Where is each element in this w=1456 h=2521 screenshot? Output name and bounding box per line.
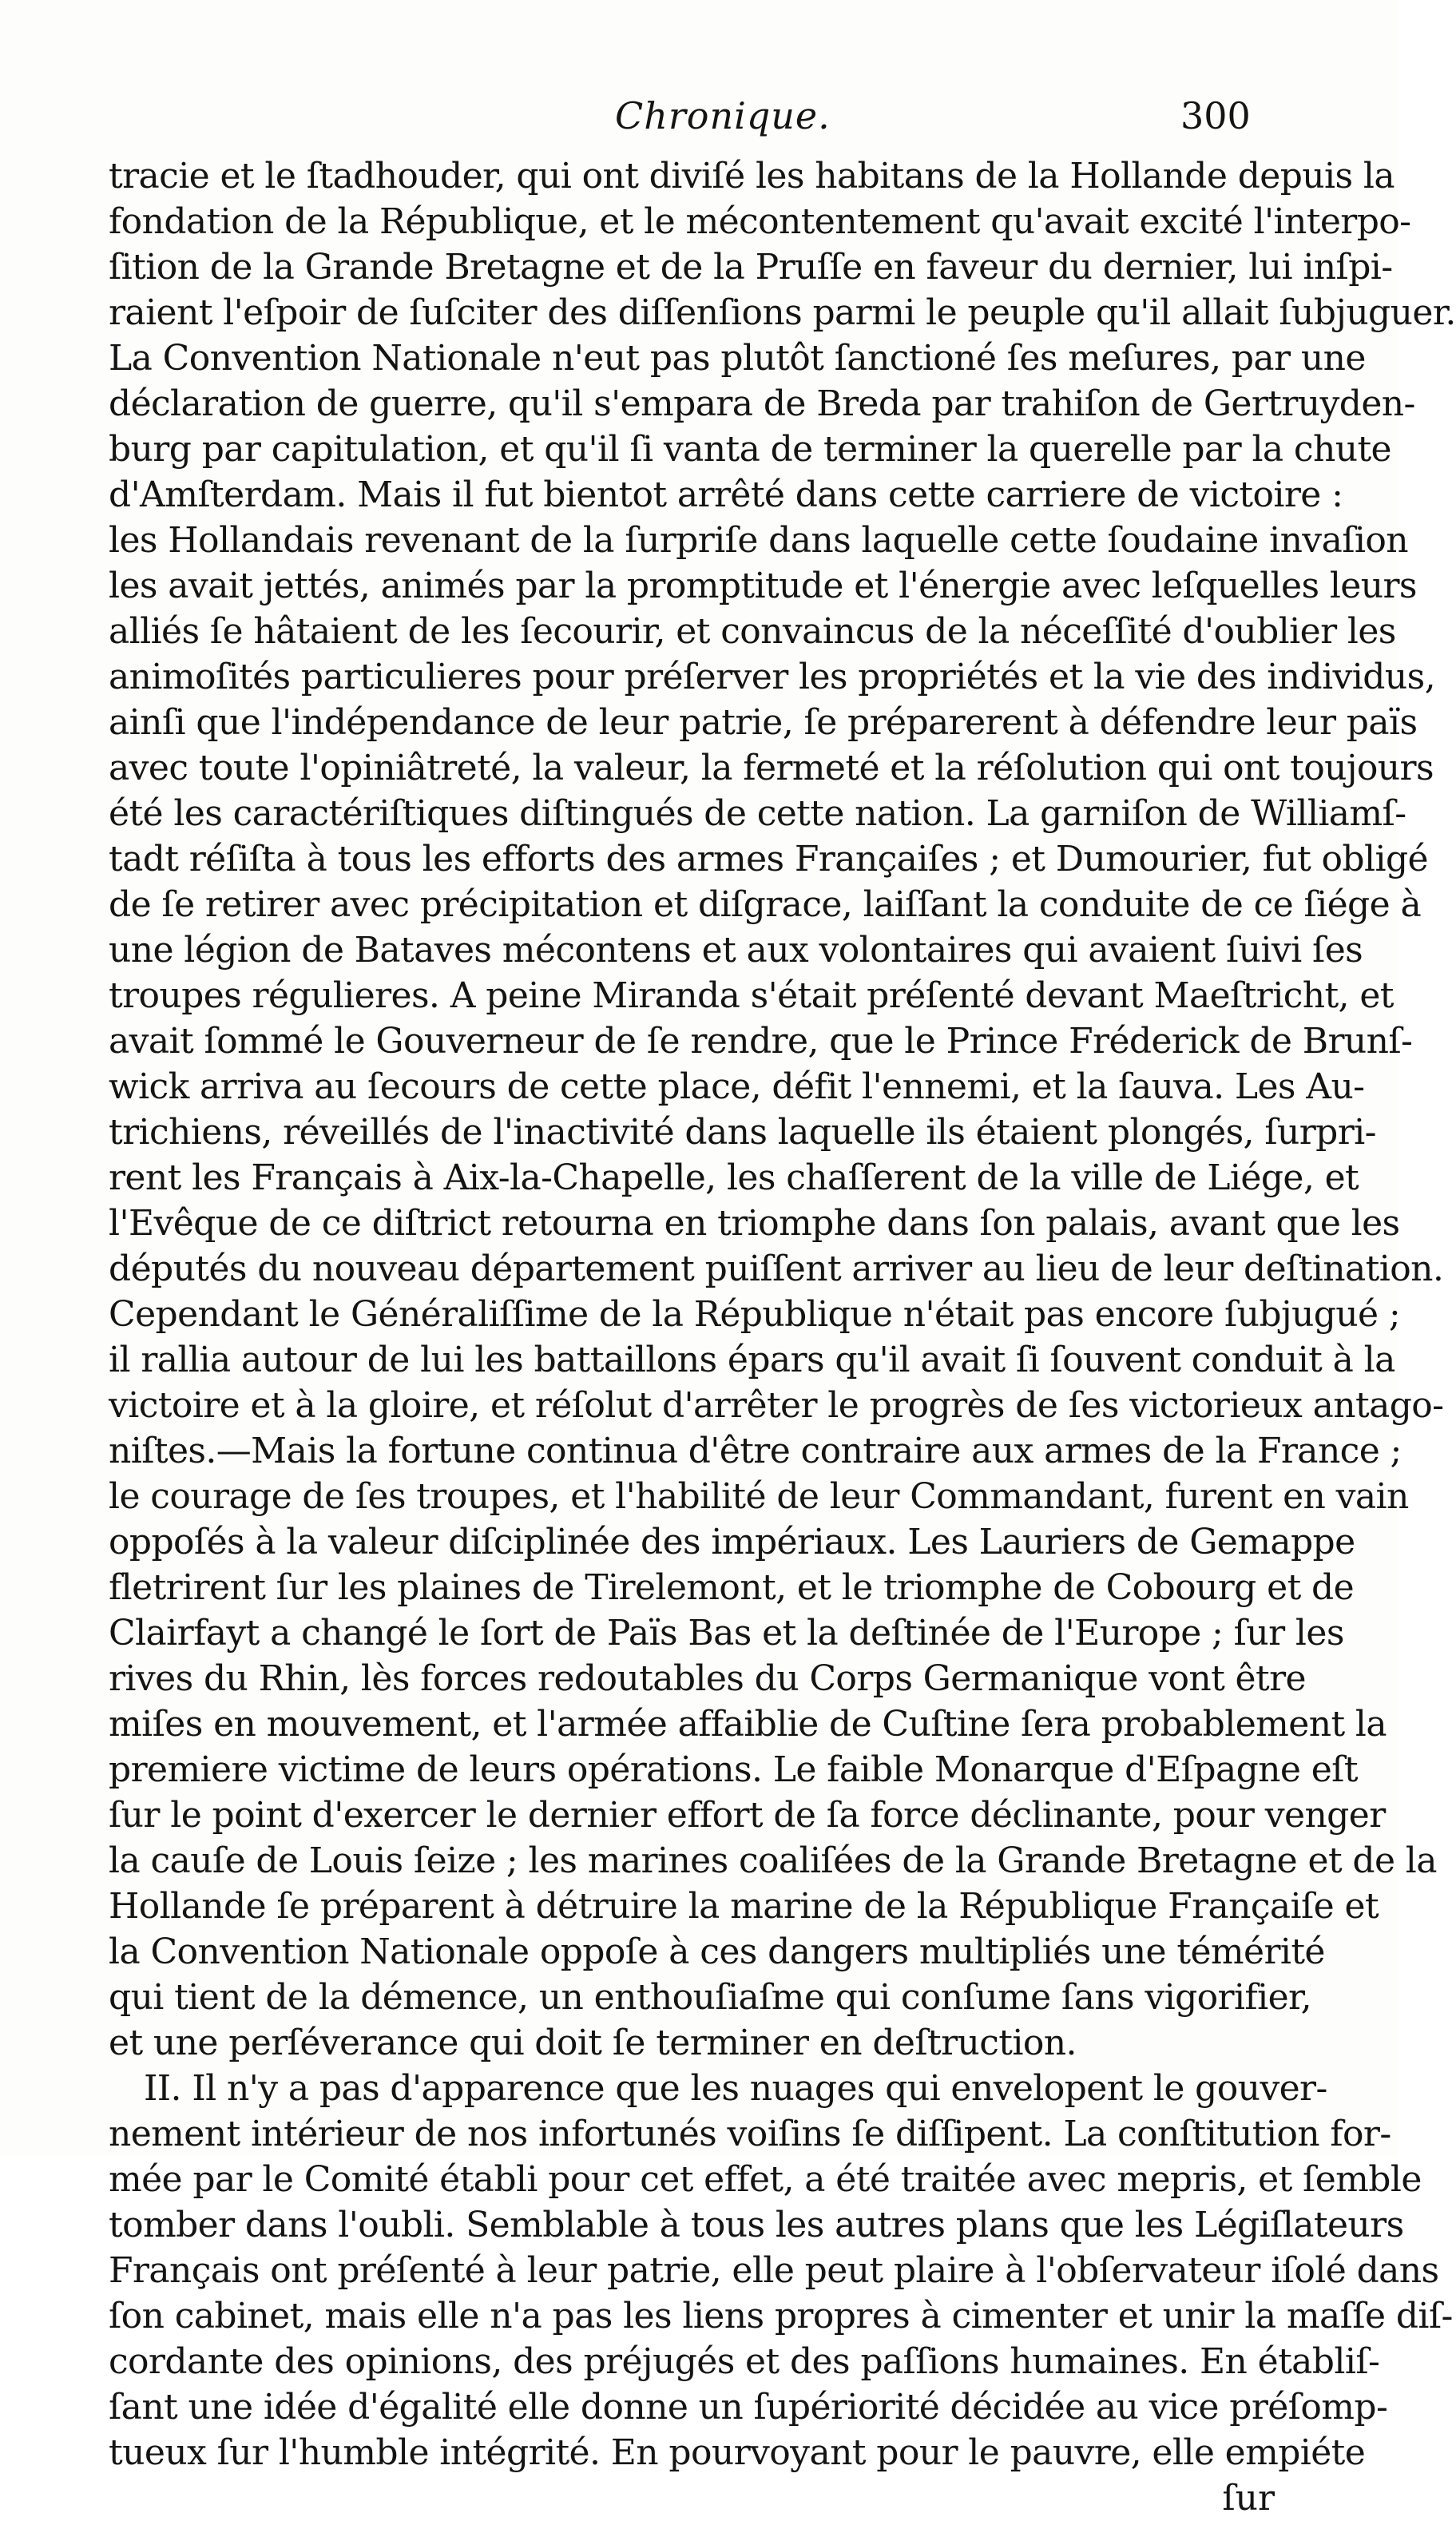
text-line: ſition de la Grande Bretagne et de la Pruſſe en faveur du dernier, lui inſpi- bbox=[109, 247, 1393, 288]
text-line: ſant une idée d'égalité elle donne un ſupériorité décidée au vice préſomp- bbox=[109, 2387, 1388, 2428]
text-line: l'Evêque de ce diſtrict retourna en triomphe dans ſon palais, avant que les bbox=[109, 1203, 1400, 1244]
text-line: premiere victime de leurs opérations. Le faible Monarque d'Eſpagne eſt bbox=[109, 1749, 1358, 1790]
text-line: Hollande ſe préparent à détruire la marine de la République Françaiſe et bbox=[109, 1886, 1379, 1927]
text-line: animoſités particulieres pour préſerver les propriétés et la vie des individus, bbox=[109, 657, 1435, 697]
text-line: rives du Rhin, lès forces redoutables du Corps Germanique vont être bbox=[109, 1658, 1306, 1699]
text-line: avec toute l'opiniâtreté, la valeur, la fermeté et la réſolution qui ont toujours bbox=[109, 748, 1434, 788]
text-line: fletrirent ſur les plaines de Tirelemont, et le triomphe de Cobourg et de bbox=[109, 1567, 1355, 1608]
text-line: le courage de ſes troupes, et l'habilité de leur Commandant, furent en vain bbox=[109, 1476, 1409, 1517]
text-line: oppoſés à la valeur diſciplinée des impériaux. Les Lauriers de Gemappe bbox=[109, 1522, 1355, 1562]
text-line: ſur le point d'exercer le dernier effort de ſa force déclinante, pour venger bbox=[109, 1795, 1386, 1836]
text-line: été les caractériſtiques diſtingués de cette nation. La garniſon de Williamſ- bbox=[109, 793, 1406, 834]
text-line: nement intérieur de nos infortunés voiſins ſe diſſipent. La conſtitution for- bbox=[109, 2114, 1391, 2154]
text-line: de ſe retirer avec précipitation et diſgrace, laiſſant la conduite de ce ſiége à bbox=[109, 884, 1422, 925]
page-number: 300 bbox=[1180, 94, 1251, 137]
text-line: raient l'eſpoir de ſuſciter des diſſenſions parmi le peuple qu'il allait ſubjuguer. bbox=[109, 292, 1456, 333]
text-line: wick arriva au ſecours de cette place, défit l'ennemi, et la ſauva. Les Au- bbox=[109, 1066, 1365, 1107]
text-line: les Hollandais revenant de la ſurpriſe dans laquelle cette ſoudaine invaſion bbox=[109, 520, 1408, 561]
text-line: burg par capitulation, et qu'il ſi vanta de terminer la querelle par la chute bbox=[109, 429, 1391, 470]
text-line: avait ſommé le Gouverneur de ſe rendre, que le Prince Fréderick de Brunſ- bbox=[109, 1021, 1413, 1062]
text-line: Clairfayt a changé le ſort de Païs Bas et la deſtinée de l'Europe ; ſur les bbox=[109, 1613, 1344, 1654]
text-line: troupes régulieres. A peine Miranda s'était préſenté devant Maeſtricht, et bbox=[109, 975, 1394, 1016]
text-line: ſon cabinet, mais elle n'a pas les liens propres à cimenter et unir la maſſe diſ- bbox=[109, 2296, 1453, 2336]
text-line: II. Il n'y a pas d'apparence que les nuages qui envelopent le gouver- bbox=[144, 2068, 1327, 2109]
text-line: il rallia autour de lui les battaillons épars qu'il avait ſi ſouvent conduit à la bbox=[109, 1340, 1395, 1380]
text-line: tueux ſur l'humble intégrité. En pourvoyant pour le pauvre, elle empiéte bbox=[109, 2432, 1366, 2473]
text-line: fondation de la République, et le mécontentement qu'avait excité l'interpo- bbox=[109, 201, 1411, 242]
running-header bbox=[0, 94, 1398, 150]
text-line: députés du nouveau département puiſſent arriver au lieu de leur deſtination. bbox=[109, 1249, 1444, 1289]
text-line: rent les Français à Aix-la-Chapelle, les chaſſerent de la ville de Liége, et bbox=[109, 1157, 1359, 1198]
text-line: et une perſéverance qui doit ſe terminer en deſtruction. bbox=[109, 2023, 1077, 2063]
text-line: d'Amſterdam. Mais il fut bientot arrêté dans cette carriere de victoire : bbox=[109, 474, 1343, 515]
text-line: tomber dans l'oubli. Semblable à tous les autres plans que les Légiſlateurs bbox=[109, 2205, 1404, 2245]
text-line: victoire et à la gloire, et réſolut d'arrêter le progrès de ſes victorieux antago- bbox=[109, 1385, 1444, 1426]
text-line: qui tient de la démence, un enthouſiaſme qui conſume ſans vigorifier, bbox=[109, 1977, 1312, 2018]
text-line: les avait jettés, animés par la promptitude et l'énergie avec leſquelles leurs bbox=[109, 566, 1417, 606]
text-line: La Convention Nationale n'eut pas plutôt ſanctioné ſes meſures, par une bbox=[109, 338, 1366, 379]
text-line: trichiens, réveillés de l'inactivité dans laquelle ils étaient plongés, ſurpri- bbox=[109, 1112, 1376, 1153]
text-line: miſes en mouvement, et l'armée affaiblie de Cuſtine ſera probablement la bbox=[109, 1704, 1387, 1745]
text-line: mée par le Comité établi pour cet effet, a été traitée avec mepris, et ſemble bbox=[109, 2159, 1422, 2200]
text-line: la cauſe de Louis ſeize ; les marines coaliſées de la Grande Bretagne et de la bbox=[109, 1840, 1437, 1881]
text-line: une légion de Bataves mécontens et aux volontaires qui avaient ſuivi ſes bbox=[109, 930, 1363, 971]
text-line: cordante des opinions, des préjugés et des paſſions humaines. En établiſ- bbox=[109, 2341, 1380, 2382]
text-line: niſtes.—Mais la fortune continua d'être contraire aux armes de la France ; bbox=[109, 1431, 1402, 1471]
text-line: Cependant le Généraliſſime de la République n'était pas encore ſubjugué ; bbox=[109, 1294, 1401, 1335]
text-line: Français ont préſenté à leur patrie, elle peut plaire à l'obſervateur iſolé dans bbox=[109, 2250, 1439, 2291]
text-line: la Convention Nationale oppoſe à ces dangers multipliés une témérité bbox=[109, 1931, 1325, 1972]
text-line: déclaration de guerre, qu'il s'empara de Breda par trahiſon de Gertruyden- bbox=[109, 383, 1415, 424]
text-line: tadt réſiſta à tous les efforts des armes Françaiſes ; et Dumourier, fut obligé bbox=[109, 839, 1428, 879]
catchword: ſur bbox=[1222, 2478, 1275, 2519]
text-line: tracie et le ſtadhouder, qui ont diviſé les habitans de la Hollande depuis la bbox=[109, 156, 1395, 197]
text-line: alliés ſe hâtaient de les ſecourir, et convaincus de la néceſſité d'oublier les bbox=[109, 611, 1396, 652]
text-line: ainſi que l'indépendance de leur patrie, ſe préparerent à défendre leur païs bbox=[109, 702, 1418, 743]
body-text bbox=[109, 153, 1456, 2521]
running-title: Chronique. bbox=[615, 94, 831, 137]
